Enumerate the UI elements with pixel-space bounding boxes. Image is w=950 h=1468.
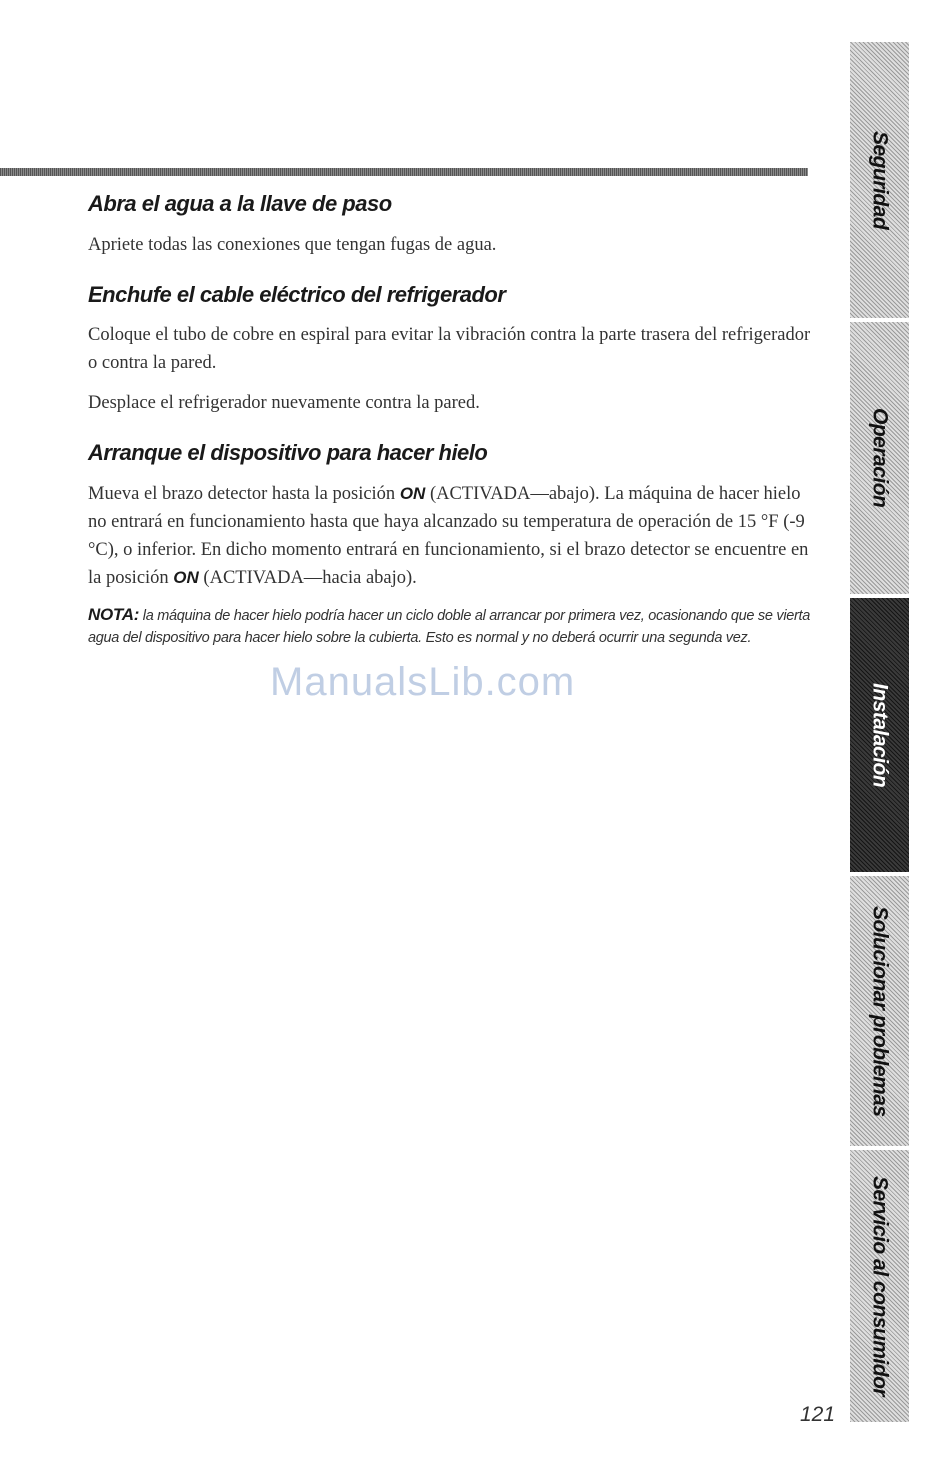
tab-label: Seguridad [868, 130, 892, 230]
tab-solucionar-problemas[interactable] [850, 876, 909, 1146]
section-heading: Abra el agua a la llave de paso [88, 191, 392, 216]
tab-label: Operación [868, 408, 892, 508]
section-power-cord [88, 281, 813, 418]
paragraph: Desplace el refrigerador nuevamente contra la pared. [88, 393, 480, 414]
tab-servicio-al-consumidor[interactable] [850, 1150, 909, 1422]
watermark: ManualsLib.com [270, 660, 576, 704]
tab-label: Servicio al consumidor [868, 1175, 892, 1397]
tab-label: Instalación [868, 682, 892, 788]
tab-operacion[interactable] [850, 322, 909, 594]
header-rule [0, 168, 808, 176]
note [88, 604, 813, 649]
paragraph [88, 480, 813, 592]
text: (ACTIVADA—hacia abajo). [198, 567, 417, 588]
text: Mueva el brazo detector hasta la posición [88, 483, 400, 504]
section-heading: Arranque el dispositivo para hacer hielo [88, 440, 488, 466]
section-ice-maker [88, 439, 813, 649]
page-number: 121 [800, 1403, 836, 1426]
tab-seguridad[interactable] [850, 42, 909, 318]
on-label: ON [173, 567, 199, 587]
paragraph: Coloque el tubo de cobre en espiral para evitar la vibración contra la parte trasera del refrigerador o contra la pared. [88, 325, 811, 374]
text: (ACTIVADA—abajo). La máquina de hacer hielo no entrará en funcionamiento hasta que haya alcanzado su temperatura de operación de 15 °F (-9 °C), o inferior. En dicho momento entrará en funcionamiento, si el brazo detector se encuentre en la posición [88, 483, 809, 588]
side-tabs [850, 42, 909, 1422]
paragraph: Apriete todas las conexiones que tengan fugas de agua. [88, 234, 497, 255]
on-label: ON [399, 483, 426, 503]
tab-instalacion[interactable] [850, 598, 909, 872]
note-text: la máquina de hacer hielo podría hacer un ciclo doble al arrancar por primera vez, ocasionando que se vierta agua del dispositivo para hacer hielo sobre la cubierta. Esto es normal y no deberá ocurrir una segunda vez. [88, 607, 811, 646]
page-content [88, 190, 813, 649]
tab-label: Solucionar problemas [868, 905, 892, 1117]
section-water-valve [88, 190, 813, 259]
section-heading: Enchufe el cable eléctrico del refrigerador [88, 281, 506, 307]
note-label: NOTA: [88, 604, 140, 624]
